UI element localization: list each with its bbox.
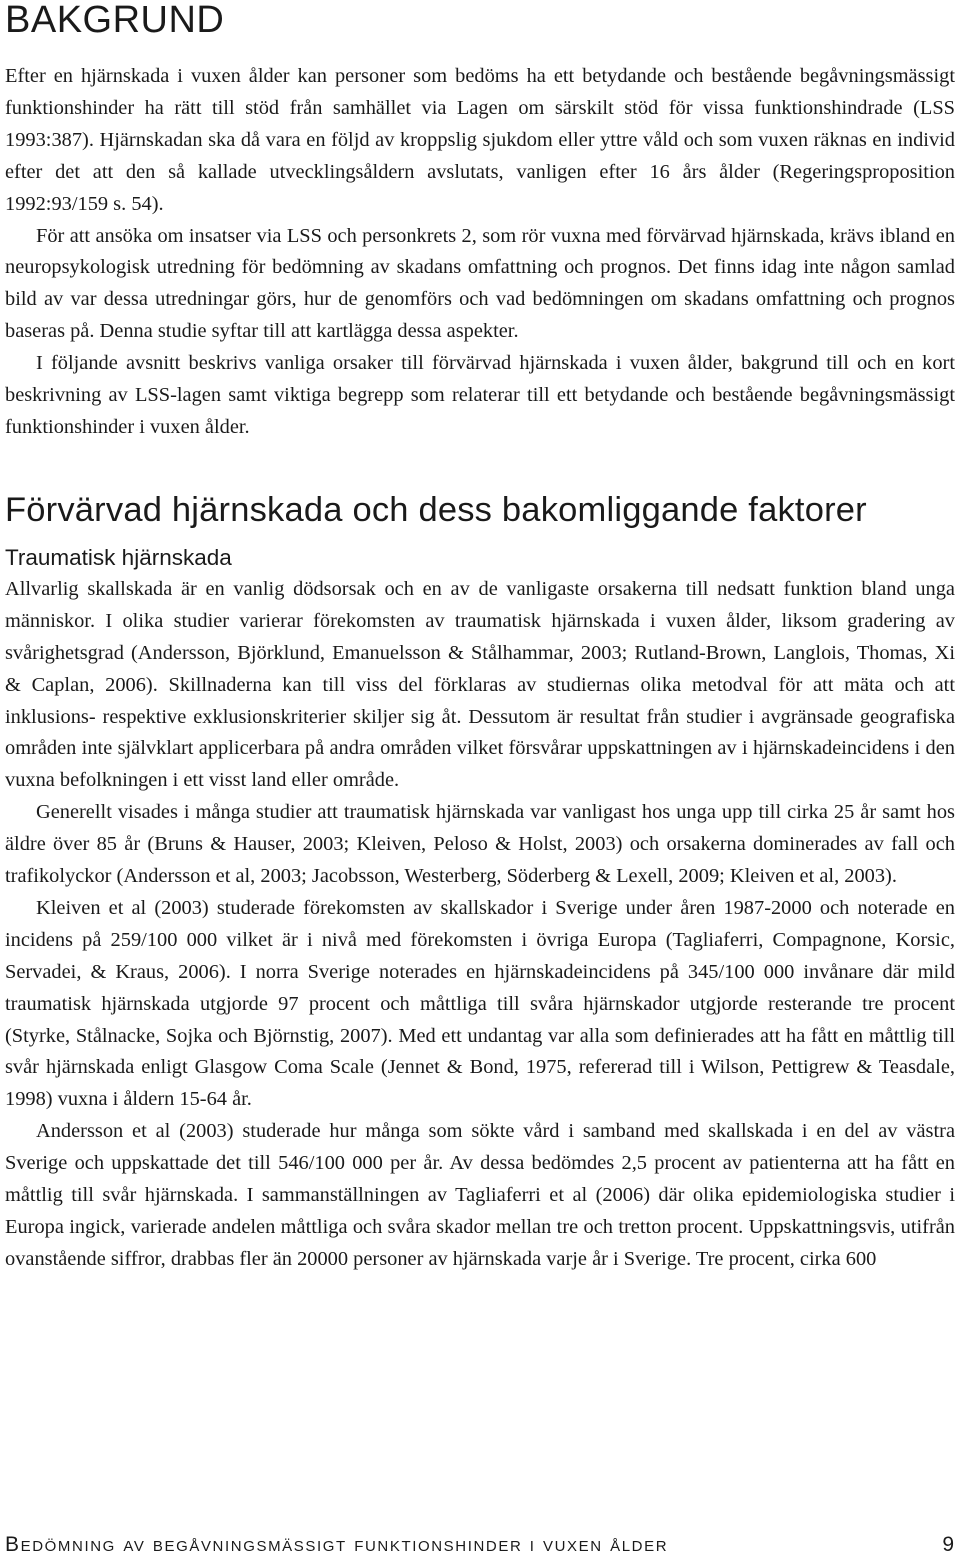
subsection-subheading: Traumatisk hjärnskada [5, 544, 232, 570]
paragraph-traumatic-injury: Allvarlig skallskada är en vanlig dödsorsak och en av de vanligaste orsakerna till nedsatt funktion bland unga människor. I olika studier varierar förekomsten av traumatisk hjärnskada i vuxen ålder, liksom gradering av svårighetsgrad (Andersson, Björklund, Emanuelsson & Stålhammar, 2003; Rutland-Brown, Langlois, Thomas, Xi & Caplan, 2006). Skillnaderna kan till viss del förklaras av studiernas olika metodval för att mäta och att inklusions- respektive exklusionskriterier skiljer sig åt. Dessutom är resultat från studier i avgränsade geografiska områden inte självklart applicerbara på andra områden vilket försvårar uppskattningen av i hjärnskadeincidens i den vuxna befolkningen i ett visst land eller område. [5, 577, 955, 792]
page-number: 9 [942, 1533, 954, 1556]
paragraph-intro: Efter en hjärnskada i vuxen ålder kan personer som bedöms ha ett betydande och bestående begåvningsmässigt funktionshinder ha rätt till stöd från samhället via Lagen om särskilt stöd för vissa funktionshindrade (LSS 1993:387). Hjärnskadan ska då vara en följd av kroppslig sjukdom eller yttre våld och som vuxen räknas en individ efter det att den så kallade utvecklingsåldern avslutats, vanligen efter 16 års ålder (Regeringsproposition 1992:93/159 s. 54). [5, 65, 955, 215]
subsection-heading: Förvärvad hjärnskada och dess bakomliggande faktorer [5, 490, 867, 529]
paragraph-incidence-sweden: Kleiven et al (2003) studerade förekomsten av skallskador i Sverige under åren 1987-2000 och noterade en incidens på 259/100 000 vilket är i nivå med förekomsten i övriga Europa (Tagliaferri, Compagnone, Korsic, Servadei, & Kraus, 2006). I norra Sverige noterades en hjärnskadeincidens på 345/100 000 invånare där mild traumatisk hjärnskada utgjorde 97 procent och måttliga till svåra hjärnskador utgjorde resterande tre procent (Styrke, Stålnacke, Sojka och Björnstig, 2007). Med ett undantag var alla som definierades att ha fått en måttlig till svår hjärnskada enligt Glasgow Coma Scale (Jennet & Bond, 1975, refererad till i Wilson, Pettigrew & Teasdale, 1998) vuxna i åldern 15-64 år. [5, 896, 955, 1111]
paragraph-section-overview: I följande avsnitt beskrivs vanliga orsaker till förvärvad hjärnskada i vuxen ålder, bakgrund till och en kort beskrivning av LSS-lagen samt viktiga begrepp som relaterar till ett betydande och bestående begåvningsmässigt funktionshinder i vuxen ålder. [5, 352, 955, 438]
page-footer [5, 1518, 954, 1558]
paragraph-lss-application: För att ansöka om insatser via LSS och personkrets 2, som rör vuxna med förvärvad hjärnskada, krävs ibland en neuropsykologisk utredning för bedömning av skadans omfattning och prognos. Det finns idag inte någon samlad bild av var dessa utredningar görs, hur de genomförs och vad bedömningen om skadans omfattning och prognos baseras på. Denna studie syftar till att kartlägga dessa aspekter. [5, 224, 955, 343]
paragraph-west-sweden: Andersson et al (2003) studerade hur många som sökte vård i samband med skallskada i en del av västra Sverige och uppskattade det till 546/100 000 per år. Av dessa bedömdes 2,5 procent av patienterna att ha fått en måttlig till svår hjärnskada. I sammanställningen av Tagliaferri et al (2006) där olika epidemiologiska studier i Europa ingick, varierade andelen måttliga och svåra skador mellan tre och tretton procent. Uppskattningsvis, utifrån ovanstående siffror, drabbas fler än 20000 personer av hjärnskada varje år i Sverige. Tre procent, cirka 600 [5, 1120, 955, 1270]
section-heading: BAKGRUND [5, 0, 225, 41]
paragraph-age-distribution: Generellt visades i många studier att traumatisk hjärnskada var vanligast hos unga upp till cirka 25 år samt hos äldre över 85 år (Bruns & Hauser, 2003; Kleiven, Peloso & Holst, 2003) och orsakerna dominerades av fall och trafikolyckor (Andersson et al, 2003; Jacobsson, Westerberg, Söderberg & Lexell, 2009; Kleiven et al, 2003). [5, 801, 955, 888]
footer-title: Bedömning av begåvningsmässigt funktionshinder i vuxen ålder [5, 1533, 669, 1556]
document-page [5, 0, 955, 1276]
